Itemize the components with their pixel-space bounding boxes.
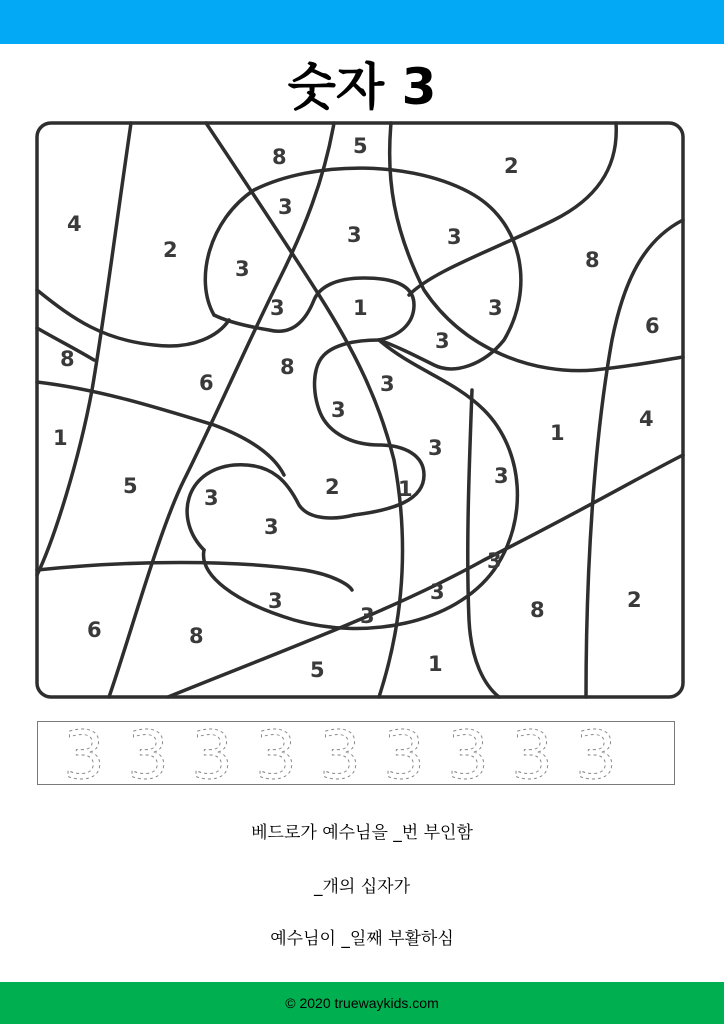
region-number: 3	[430, 580, 445, 604]
trace-digit: 3	[575, 722, 617, 784]
region-number: 3	[235, 257, 250, 281]
region-number: 3	[488, 296, 503, 320]
region-number: 4	[639, 407, 654, 431]
region-number: 6	[87, 618, 102, 642]
trace-digit: 3	[511, 722, 553, 784]
region-number: 3	[447, 225, 462, 249]
region-number: 3	[435, 329, 450, 353]
region-number: 1	[428, 652, 443, 676]
region-number: 3	[380, 372, 395, 396]
region-number: 3	[347, 223, 362, 247]
trace-digit: 3	[383, 722, 425, 784]
region-number: 8	[189, 624, 204, 648]
trace-digit: 3	[63, 722, 105, 784]
region-number: 1	[550, 421, 565, 445]
region-number: 5	[123, 474, 138, 498]
region-number: 3	[278, 195, 293, 219]
region-number: 8	[530, 598, 545, 622]
copyright-text: © 2020 truewaykids.com	[285, 995, 439, 1011]
footer-bar	[0, 982, 724, 1024]
region-number: 3	[360, 604, 375, 628]
region-number: 3	[264, 515, 279, 539]
tracing-digits	[38, 722, 674, 784]
region-number: 4	[67, 212, 82, 236]
region-number: 2	[504, 154, 519, 178]
region-number: 2	[163, 238, 178, 262]
region-number: 8	[60, 347, 75, 371]
region-number: 5	[353, 134, 368, 158]
region-number: 5	[310, 658, 325, 682]
question-2: _개의 십자가	[313, 877, 410, 897]
region-number: 6	[199, 371, 214, 395]
tracing-row	[37, 721, 675, 785]
region-number: 1	[353, 296, 368, 320]
question-1: 베드로가 예수님을 _번 부인함	[251, 823, 473, 843]
region-number: 3	[494, 464, 509, 488]
color-by-number-puzzle	[34, 120, 686, 700]
region-number: 3	[331, 398, 346, 422]
region-number: 3	[428, 436, 443, 460]
region-number: 8	[280, 355, 295, 379]
top-color-bar	[0, 0, 724, 44]
region-number: 8	[272, 145, 287, 169]
region-number: 3	[487, 549, 502, 573]
region-number: 3	[270, 296, 285, 320]
region-number: 3	[204, 486, 219, 510]
puzzle-numbers	[53, 134, 660, 682]
trace-digit: 3	[191, 722, 233, 784]
region-number: 2	[627, 588, 642, 612]
region-number: 1	[53, 426, 68, 450]
region-number: 3	[268, 589, 283, 613]
page-title: 숫자 3	[287, 58, 437, 116]
region-number: 1	[398, 477, 413, 501]
trace-digit: 3	[447, 722, 489, 784]
region-number: 6	[645, 314, 660, 338]
trace-digit: 3	[255, 722, 297, 784]
region-number: 8	[585, 248, 600, 272]
trace-digit: 3	[127, 722, 169, 784]
region-number: 2	[325, 475, 340, 499]
question-3: 예수님이 _일째 부활하심	[270, 929, 454, 949]
trace-digit: 3	[319, 722, 361, 784]
